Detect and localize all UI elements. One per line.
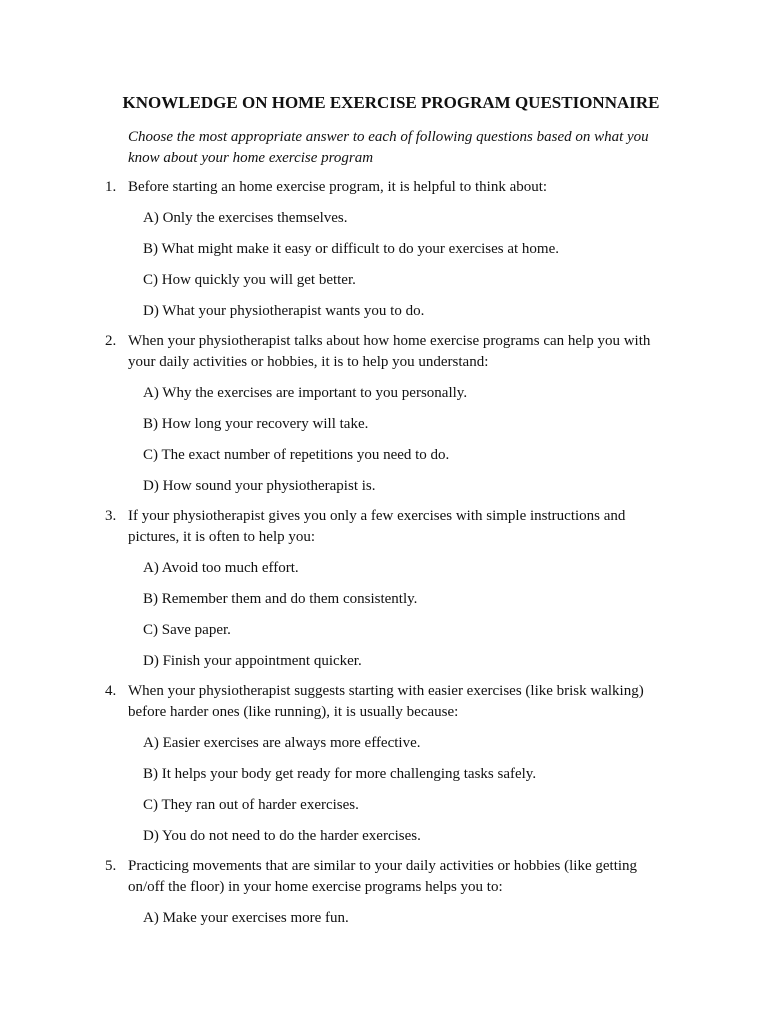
- question-list: [0, 177, 768, 938]
- answer-option: D) How sound your physiotherapist is.: [143, 478, 376, 494]
- document-title: KNOWLEDGE ON HOME EXERCISE PROGRAM QUESTIONNAIRE: [122, 93, 660, 112]
- answer-options: [0, 733, 768, 847]
- question-number: 5.: [105, 858, 117, 874]
- answer-option: A) Avoid too much effort.: [143, 560, 299, 576]
- question-text: Before starting an home exercise program, it is helpful to think about:: [128, 179, 548, 195]
- answer-option: B) It helps your body get ready for more challenging tasks safely.: [143, 766, 537, 782]
- question-item: [0, 506, 768, 672]
- answer-option: A) Make your exercises more fun.: [143, 910, 349, 926]
- question-text: When your physiotherapist talks about how home exercise programs can help you with your daily activities or hobbies, it is to help you understand:: [128, 333, 651, 370]
- answer-option: B) What might make it easy or difficult to do your exercises at home.: [143, 241, 560, 257]
- answer-option: C) Save paper.: [143, 622, 231, 638]
- question-number: 3.: [105, 508, 117, 524]
- answer-option: D) What your physiotherapist wants you to do.: [143, 303, 425, 319]
- instructions-text: Choose the most appropriate answer to each of following questions based on what you know about your home exercise program: [128, 129, 649, 166]
- answer-option: C) They ran out of harder exercises.: [143, 797, 359, 813]
- question-text: If your physiotherapist gives you only a few exercises with simple instructions and pictures, it is often to help you:: [128, 508, 626, 545]
- answer-options: [0, 908, 768, 929]
- answer-option: C) The exact number of repetitions you need to do.: [143, 447, 450, 463]
- answer-option: C) How quickly you will get better.: [143, 272, 356, 288]
- answer-options: [0, 383, 768, 497]
- answer-option: D) You do not need to do the harder exercises.: [143, 828, 421, 844]
- question-number: 1.: [105, 179, 117, 195]
- answer-options: [0, 558, 768, 672]
- question-item: [0, 177, 768, 322]
- answer-option: A) Only the exercises themselves.: [143, 210, 348, 226]
- answer-option: A) Easier exercises are always more effective.: [143, 735, 421, 751]
- answer-option: B) How long your recovery will take.: [143, 416, 369, 432]
- answer-options: [0, 208, 768, 322]
- question-text: Practicing movements that are similar to your daily activities or hobbies (like getting on/off the floor) in your home exercise programs helps you to:: [128, 858, 638, 895]
- question-item: [0, 681, 768, 847]
- question-number: 2.: [105, 333, 117, 349]
- answer-option: D) Finish your appointment quicker.: [143, 653, 362, 669]
- question-item: [0, 856, 768, 929]
- question-number: 4.: [105, 683, 117, 699]
- question-item: [0, 331, 768, 497]
- answer-option: B) Remember them and do them consistently.: [143, 591, 418, 607]
- question-text: When your physiotherapist suggests starting with easier exercises (like brisk walking) before harder ones (like running), it is usually because:: [128, 683, 644, 720]
- answer-option: A) Why the exercises are important to you personally.: [143, 385, 468, 401]
